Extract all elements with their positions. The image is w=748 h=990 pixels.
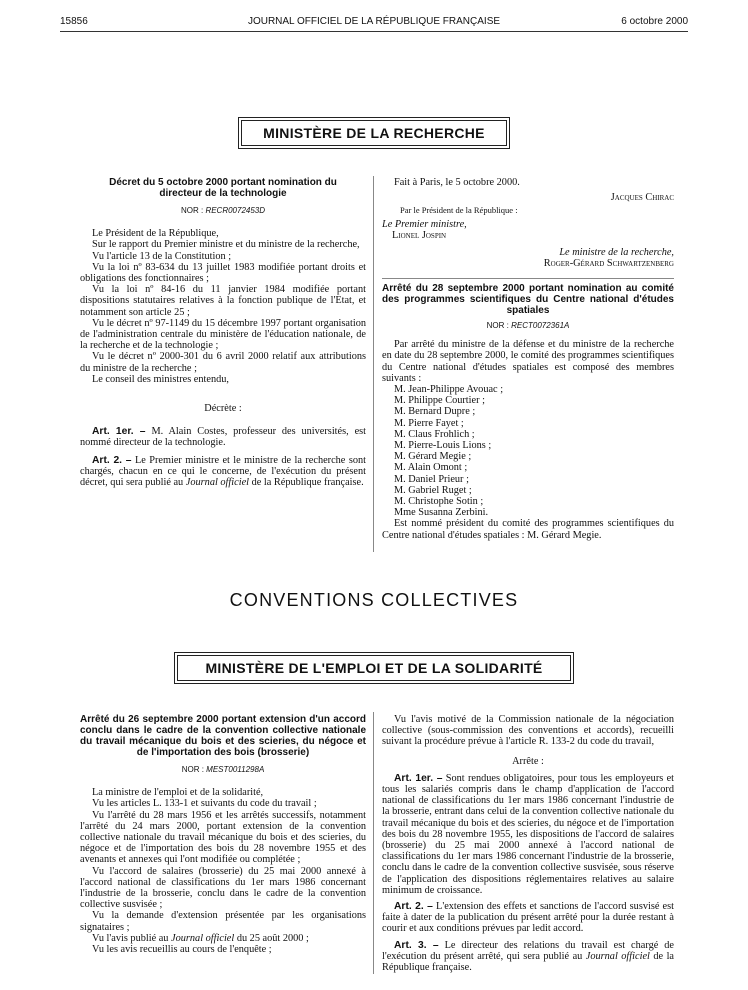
journal-title: JOURNAL OFFICIEL DE LA RÉPUBLIQUE FRANÇAISE: [247, 16, 501, 27]
decree-para: Vu le décret nº 97-1149 du 15 décembre 1997 portant organisation de l'administration centrale du ministère de l'éducation nationale, de la recherche et de la technologie ;: [80, 317, 366, 352]
decree-art2: Art. 2. – Le Premier ministre et le ministre de la recherche sont chargés, chacun en ce qui le concerne, de l'exécution du présent décret, qui sera publié au Journal officiel de la République française.: [80, 454, 366, 489]
issue-date: 6 octobre 2000: [621, 16, 688, 27]
member-list: [382, 384, 674, 518]
decree-nor: NOR : RECR0072453D: [180, 206, 266, 215]
member-item: M. Claus Frohlich ;: [394, 428, 475, 440]
member-item: M. Bernard Dupre ;: [394, 406, 476, 418]
member-item: M. Gabriel Ruget ;: [394, 484, 472, 496]
decree-article: [80, 177, 366, 488]
arrete-brosserie-continued: [382, 714, 674, 973]
page-number: 15856: [60, 16, 88, 27]
brosserie-para: Vu la demande d'extension présentée par les organisations signataires ;: [80, 910, 366, 933]
ministry-emploi-box: [174, 652, 574, 684]
member-item: Mme Susanna Zerbini.: [394, 507, 489, 519]
section-title: CONVENTIONS COLLECTIVES: [229, 590, 519, 610]
decree-decrete: Décrète :: [204, 403, 242, 415]
member-item: M. Pierre Fayet ;: [394, 417, 464, 429]
brosserie-para: La ministre de l'emploi et de la solidarité,: [92, 787, 264, 799]
signature-par: Par le Président de la République :: [400, 205, 518, 216]
decree-para: Le conseil des ministres entendu,: [92, 373, 229, 385]
brosserie-para: Vu l'accord de salaires (brosserie) du 25 mai 2000 annexé à l'accord national de classifications du 1er mars 1986 concernant l'industrie de la brosserie, conclu dans le cadre de la convention collective susvisée ;: [80, 865, 366, 911]
member-item: M. Alain Omont ;: [394, 462, 468, 474]
arrete-brosserie-title: Arrêté du 26 septembre 2000 portant extension d'un accord conclu dans le cadre de la convention collective nationale du travail mécanique du bois et des scieries, du négoce et de l'importation des bois (brosserie): [80, 714, 366, 758]
signature-minister-title: Le ministre de la recherche,: [559, 247, 674, 259]
brosserie-art3: Art. 3. – Le directeur des relations du travail est chargé de l'exécution du présent arrêté, qui sera publié au Journal officiel de la République française.: [382, 939, 674, 974]
brosserie-art2: Art. 2. – L'extension des effets et sanctions de l'accord susvisé est faite à dater de la publication du présent arrêté pour la durée restant à courir et aux conditions prévues par ledit accord.: [382, 901, 674, 935]
arrete-cnes-nor: NOR : RECT0072361A: [486, 321, 570, 330]
brosserie-art1: Art. 1er. – Sont rendues obligatoires, pour tous les employeurs et tous les salariés compris dans le champ d'application de l'accord national de classifications du 1er mars 1986 concernant l'industrie de la brosserie, entrant dans celui de la convention collective nationale du travail mécanique du bois et des scieries, du négoce et de l'importation des bois du 28 novembre 1955, les dispositions de l'accord de salaires (brosserie) du 25 mai 2000 annexé à l'accord national de classifications du 1er mars 1986 concernant l'industrie de la brosserie, conclu dans le cadre de la convention collective susvisée, sous réserve de l'application des dispositions réglementaires relatives au salaire minimum de croissance.: [382, 772, 675, 896]
member-item: M. Pierre-Louis Lions ;: [394, 440, 492, 452]
ministry-recherche-box: [238, 117, 510, 149]
brosserie-para: Vu l'arrêté du 28 mars 1956 et les arrêtés successifs, notamment l'arrêté du 24 mars 2000, portant extension de la convention collective nationale du travail mécanique du bois et des scieries, du négoce et de l'importation des bois du 28 novembre 1955 et des avenants et annexes qui l'ont modifiée ou complétée ;: [80, 809, 366, 866]
signature-fait: Fait à Paris, le 5 octobre 2000.: [394, 177, 520, 188]
decree-art1: Art. 1er. – M. Alain Costes, professeur des universités, est nommé directeur de la technologie.: [80, 426, 367, 449]
signatures-block: [382, 177, 674, 269]
column-divider-bottom: [373, 712, 374, 974]
decree-para: Vu l'article 13 de la Constitution ;: [92, 250, 232, 262]
brosserie-para: Vu les articles L. 133-1 et suivants du code du travail ;: [92, 798, 317, 810]
arrete-cnes-closing: Est nommé président du comité des programmes scientifiques du Centre national d'études spatiales : M. Gérard Megie.: [382, 518, 674, 541]
decree-para: Vu la loi nº 84-16 du 11 janvier 1984 modifiée portant dispositions statutaires relatives à la fonction publique de l'Etat, et notamment son article 25 ;: [80, 284, 366, 318]
arrete-brosserie-nor: NOR : MEST0011298A: [181, 765, 265, 774]
article-separator: [382, 278, 674, 279]
arrete-cnes-article: [382, 283, 674, 541]
signature-pm-title: Le Premier ministre,: [382, 218, 467, 230]
member-item: M. Philippe Courtier ;: [394, 395, 485, 407]
member-item: M. Daniel Prieur ;: [394, 473, 469, 485]
signature-minister-name: Roger-Gérard Schwartzenberg: [543, 258, 674, 270]
arrete-cnes-intro: Par arrêté du ministre de la défense et du ministre de la recherche en date du 28 septembre 2000, le comité des programmes scientifiques du Centre national d'études spatiales est composé des membres suivants :: [382, 339, 674, 384]
brosserie-arrete-label: Arrête :: [512, 755, 544, 767]
decree-para: Sur le rapport du Premier ministre et du ministre de la recherche,: [92, 239, 360, 251]
brosserie-avis-publie: Vu l'avis publié au Journal officiel du 25 août 2000 ;: [92, 932, 309, 944]
header-rule: [60, 31, 688, 32]
member-item: M. Christophe Sotin ;: [394, 496, 484, 508]
member-item: M. Gérard Megie ;: [394, 451, 472, 463]
brosserie-avis-motive: Vu l'avis motivé de la Commission nationale de la négociation collective (sous-commission des conventions et accords), recueilli suivant la procédure prévue à l'article R. 133-2 du code du travail,: [382, 714, 674, 748]
signature-pm-name: Lionel Jospin: [392, 229, 447, 241]
decree-para: Le Président de la République,: [92, 228, 219, 240]
member-item: M. Jean-Philippe Avouac ;: [394, 384, 504, 396]
decree-para: Vu la loi nº 83-634 du 13 juillet 1983 modifiée portant droits et obligations des fonctionnaires ;: [80, 261, 366, 285]
signature-president: Jacques Chirac: [610, 192, 674, 204]
brosserie-avis-recueillis: Vu les avis recueillis au cours de l'enquête ;: [92, 944, 272, 956]
column-divider-top: [373, 176, 374, 552]
decree-para: Vu le décret nº 2000-301 du 6 avril 2000 relatif aux attributions du ministre de la recherche ;: [80, 351, 366, 374]
arrete-cnes-title: Arrêté du 28 septembre 2000 portant nomination au comité des programmes scientifiques du Centre national d'études spatiales: [382, 283, 674, 316]
decree-title: Décret du 5 octobre 2000 portant nomination du directeur de la technologie: [109, 177, 337, 199]
ministry-emploi-title: MINISTÈRE DE L'EMPLOI ET DE LA SOLIDARITÉ: [177, 655, 571, 681]
ministry-recherche-title: MINISTÈRE DE LA RECHERCHE: [241, 120, 507, 146]
arrete-brosserie-article: [80, 714, 366, 955]
